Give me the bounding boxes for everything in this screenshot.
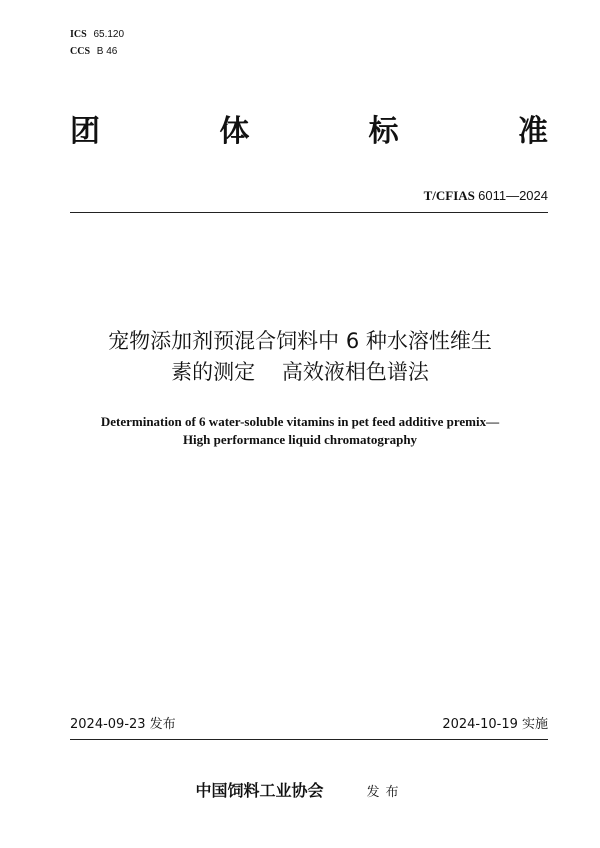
issuer-line xyxy=(0,781,600,803)
ics-classification xyxy=(70,29,124,41)
chinese-title-line-1: 宠物添加剂预混合饲料中 6 种水溶性维生 xyxy=(108,329,492,353)
standard-number-prefix: T/CFIAS xyxy=(423,188,475,203)
standard-type-heading xyxy=(70,114,548,150)
bottom-divider xyxy=(70,739,548,740)
english-title-line-1: Determination of 6 water-soluble vitamins in pet feed additive premix— xyxy=(100,414,500,429)
chinese-title xyxy=(40,326,560,388)
standard-number xyxy=(424,188,548,204)
issue-date: 2024-09-23 发布 xyxy=(70,717,176,732)
standard-number-value: 6011—2024 xyxy=(478,188,548,203)
issuing-organization: 中国饲料工业协会 xyxy=(195,781,324,800)
ccs-value: B 46 xyxy=(96,46,118,57)
ccs-label: CCS xyxy=(70,46,91,57)
chinese-title-line-2: 素的测定 高效液相色谱法 xyxy=(171,360,429,384)
standard-type-char: 准 xyxy=(517,114,548,149)
ics-label: ICS xyxy=(70,29,87,40)
english-title-line-2: High performance liquid chromatography xyxy=(182,432,418,447)
ccs-classification xyxy=(70,46,117,58)
ics-value: 65.120 xyxy=(93,29,125,40)
implementation-date: 2024-10-19 实施 xyxy=(442,717,548,732)
standard-type-char: 标 xyxy=(368,114,399,149)
english-title xyxy=(30,413,570,449)
top-divider xyxy=(70,212,548,213)
standard-type-char: 体 xyxy=(219,114,250,149)
issue-action: 发布 xyxy=(366,785,405,800)
standard-type-char: 团 xyxy=(70,114,100,149)
